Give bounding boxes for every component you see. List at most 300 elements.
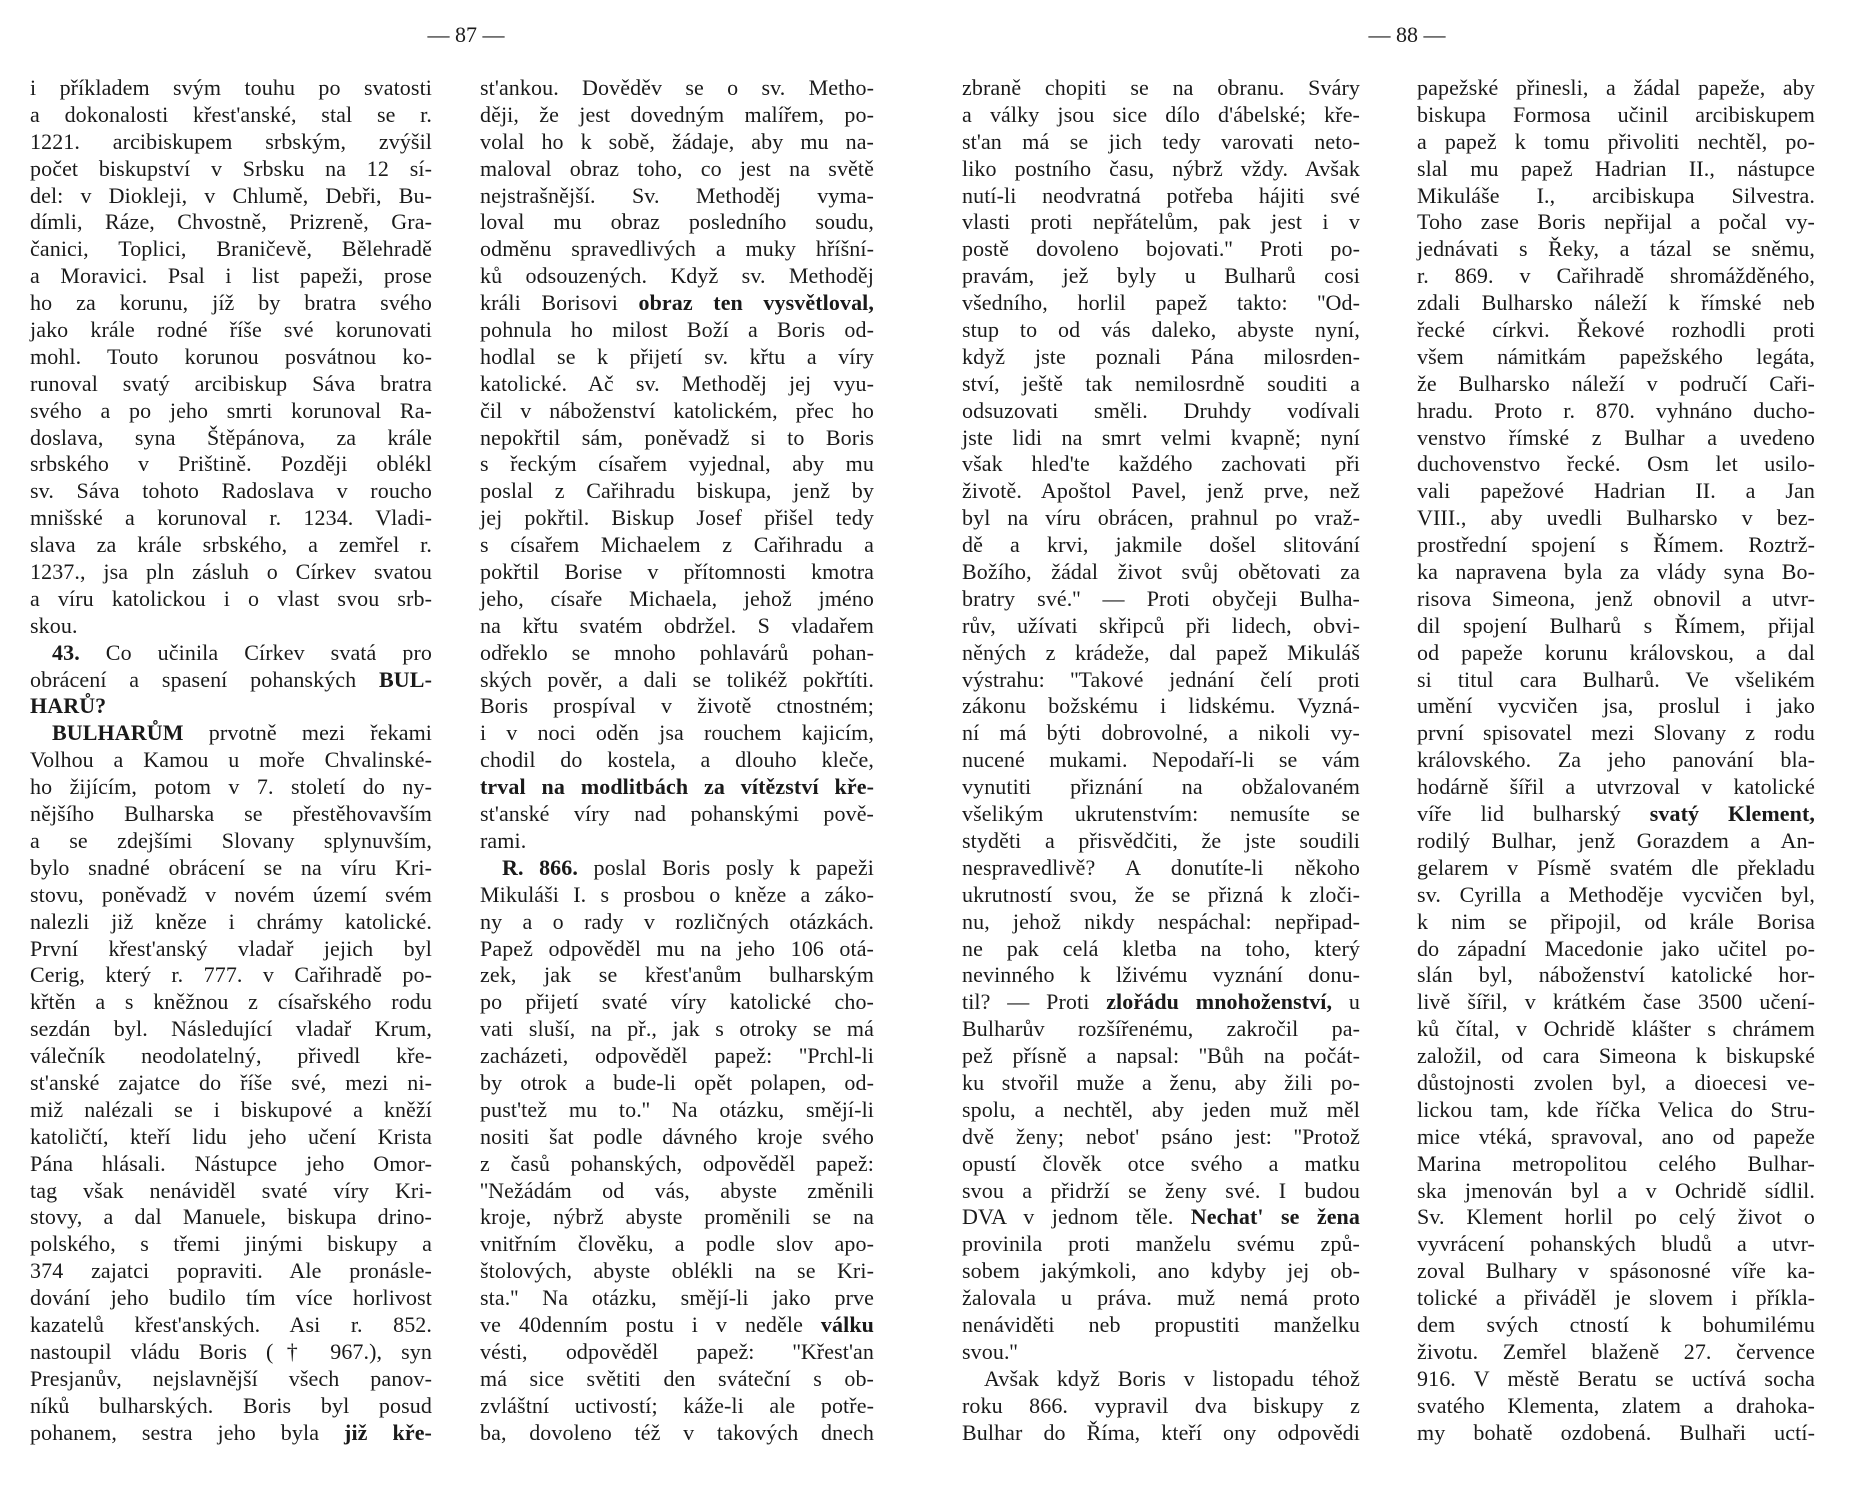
text-run: 1237., jsa pln zásluh o Církev svatou: [30, 559, 432, 585]
bold-text-run: R. 866.: [502, 854, 578, 880]
text-line: [962, 1420, 1360, 1447]
text-line: [480, 1043, 874, 1070]
text-run: po přijetí svaté víry katolické cho-: [480, 989, 874, 1015]
page-number-right: — 88 —: [1368, 22, 1446, 47]
text-run: VIII., aby uvedli Bulharsko v bez-: [1417, 505, 1815, 531]
text-line: [962, 962, 1360, 989]
text-line: [962, 640, 1360, 667]
text-line: [1417, 398, 1815, 425]
text-run: nastoupil vládu Boris († 967.), syn: [30, 1338, 432, 1364]
text-run: zvláštní uctivostí; káže-li ale potře-: [480, 1392, 874, 1418]
text-line: [962, 1043, 1360, 1070]
bold-text-run: svatý Klement,: [1649, 801, 1815, 827]
text-line: [480, 209, 874, 236]
text-line: [1417, 129, 1815, 156]
text-line: [962, 317, 1360, 344]
text-line: [962, 1016, 1360, 1043]
text-run: důstojnosti zvolen byl, a dioecesi ve-: [1417, 1069, 1815, 1095]
text-run: 374 zajatci popraviti. Ale pronásle-: [30, 1258, 432, 1284]
text-line: [30, 317, 432, 344]
text-line: [480, 989, 874, 1016]
text-run: i příkladem svým touhu po svatosti: [30, 75, 432, 100]
text-line: [30, 129, 432, 156]
text-line: [1417, 425, 1815, 452]
bold-text-run: Nechat' se žena: [1190, 1204, 1360, 1230]
text-run: s císařem Michaelem z Cařihradu a: [480, 532, 874, 558]
text-line: [962, 344, 1360, 371]
text-line: [962, 75, 1360, 102]
paragraph: [30, 720, 432, 1446]
text-line: [480, 693, 874, 720]
text-line: [30, 640, 432, 667]
text-line: [30, 290, 432, 317]
text-line: [962, 613, 1360, 640]
text-run: Co učinila Církev svatá pro: [79, 639, 432, 665]
text-line: [1417, 156, 1815, 183]
text-run: První křest'anský vladař jejich byl: [30, 935, 432, 961]
text-line: [1417, 667, 1815, 694]
text-run: prostřední spojení s Římem. Roztrž-: [1417, 532, 1815, 558]
text-run: pust'tež mu to.'' Na otázku, smějí-li: [480, 1096, 874, 1122]
text-run: poslal z Cařihradu biskupa, jenž by: [480, 478, 874, 504]
bold-text-run: zlořádu mnohoženství,: [1106, 989, 1333, 1015]
text-run: liko postního času, nýbrž vždy. Avšak: [962, 155, 1360, 181]
text-line: [962, 398, 1360, 425]
text-line: [30, 425, 432, 452]
text-line: [1417, 586, 1815, 613]
text-run: by otrok a bude-li opět polapen, od-: [480, 1069, 874, 1095]
text-line: [480, 855, 874, 882]
text-line: [480, 478, 874, 505]
text-run: rův, užívati skřipců při lidech, obvi-: [962, 612, 1360, 638]
text-run: st'anské zajatce do říše své, mezi ni-: [30, 1069, 432, 1095]
text-line: [962, 156, 1360, 183]
text-line: [962, 1151, 1360, 1178]
text-run: všelikým ukrutenstvím: nemusíte se: [962, 801, 1360, 827]
text-run: u: [1332, 989, 1360, 1015]
text-line: [30, 1178, 432, 1205]
text-run: ní má býti dobrovolné, a nikoli vy-: [962, 720, 1360, 746]
text-line: [480, 183, 874, 210]
text-run: si titul cara Bulharů. Ve všelikém: [1417, 666, 1815, 692]
text-line: [1417, 1178, 1815, 1205]
paragraph: [30, 640, 432, 721]
text-run: ho za korunu, jíž by bratra svého: [30, 290, 432, 316]
text-line: [30, 1231, 432, 1258]
text-line: [30, 936, 432, 963]
text-line: [962, 236, 1360, 263]
text-run: ba, dovoleno též v takových dnech: [480, 1419, 874, 1445]
text-run: Pána hlásali. Nástupce jeho Omor-: [30, 1150, 432, 1176]
text-run: sta.'' Na otázku, smějí-li jako prve: [480, 1285, 874, 1311]
text-run: něných z krádeže, dal papež Mikuláš: [962, 639, 1360, 665]
text-run: sezdán byl. Následující vladař Krum,: [30, 1016, 432, 1042]
text-line: [480, 102, 874, 129]
text-run: nucené mukami. Nepodaří-li se vám: [962, 747, 1360, 773]
text-line: [962, 1178, 1360, 1205]
text-line: [480, 451, 874, 478]
text-line: [480, 1420, 874, 1447]
text-line: [962, 667, 1360, 694]
text-run: gelarem v Písmě svatém dle překladu: [1417, 854, 1815, 880]
text-line: [480, 774, 874, 801]
text-line: [30, 1097, 432, 1124]
text-run: níků bulharských. Boris byl posud: [30, 1392, 432, 1418]
text-line: [962, 989, 1360, 1016]
text-run: vynutiti přiznání na obžalovaném: [962, 774, 1360, 800]
text-run: sv. Sáva tohoto Radoslava v roucho: [30, 478, 432, 504]
text-run: ''Nežádám od vás, abyste změnili: [480, 1177, 874, 1203]
text-line: [962, 505, 1360, 532]
text-run: zákonu božskému i lidskému. Vyzná-: [962, 693, 1360, 719]
text-line: [30, 532, 432, 559]
text-run: ku stvořil muže a ženu, aby žili po-: [962, 1069, 1360, 1095]
text-run: Toho zase Boris nepřijal a počal vy-: [1417, 209, 1815, 235]
text-line: [1417, 613, 1815, 640]
text-run: ka napravena byla za vlády syna Bo-: [1417, 559, 1815, 585]
text-line: [30, 882, 432, 909]
text-run: bylo snadné obrácení se na víru Kri-: [30, 854, 432, 880]
text-run: čil v náboženství katolickém, přec ho: [480, 397, 874, 423]
text-line: [1417, 936, 1815, 963]
text-line: [480, 156, 874, 183]
text-line: [30, 747, 432, 774]
text-line: [1417, 478, 1815, 505]
text-run: ději, že jest dovedným malířem, po-: [480, 101, 874, 127]
text-run: životu. Zemřel blaženě 27. července: [1417, 1338, 1815, 1364]
text-line: [1417, 1339, 1815, 1366]
text-run: a Moravici. Psal i list papeži, prose: [30, 263, 432, 289]
text-run: Sv. Klement horlil po celý život o: [1417, 1204, 1815, 1230]
text-line: [480, 720, 874, 747]
text-run: zdali Bulharsko náleží k římské neb: [1417, 290, 1815, 316]
text-line: [1417, 1312, 1815, 1339]
text-run: prvotně mezi řekami: [183, 720, 432, 746]
text-line: [480, 425, 874, 452]
text-line: [480, 1016, 874, 1043]
text-run: Marina metropolitou celého Bulhar-: [1417, 1150, 1815, 1176]
text-line: [30, 801, 432, 828]
text-line: [962, 290, 1360, 317]
text-line: [30, 1258, 432, 1285]
text-run: sv. Cyrilla a Methoděje vycvičen byl,: [1417, 881, 1815, 907]
text-line: [480, 263, 874, 290]
text-run: DVA v jednom těle.: [962, 1204, 1191, 1230]
text-line: [30, 451, 432, 478]
text-run: lickou tam, kde říčka Velica do Stru-: [1417, 1096, 1815, 1122]
text-run: sobem jakýmkoli, ano kdyby jej ob-: [962, 1258, 1360, 1284]
text-line: [30, 156, 432, 183]
text-run: životě. Apoštol Pavel, jenž prve, než: [962, 478, 1360, 504]
text-line: [1417, 183, 1815, 210]
text-line: [30, 828, 432, 855]
text-line: [30, 909, 432, 936]
text-line: [1417, 1393, 1815, 1420]
text-run: svou.'': [962, 1338, 1018, 1364]
text-run: že Bulharsko náleží v područí Caři-: [1417, 370, 1815, 396]
text-run: a se zdejšími Slovany splynuvším,: [30, 827, 432, 853]
text-line: [1417, 640, 1815, 667]
text-run: mnišské a korunoval r. 1234. Vladi-: [30, 505, 432, 531]
bold-text-run: válku: [820, 1311, 874, 1337]
text-run: nu, jehož nikdy nespáchal: nepřipad-: [962, 908, 1360, 934]
text-run: dem svých ctností k bohumilému: [1417, 1311, 1815, 1337]
text-line: [1417, 962, 1815, 989]
text-line: [30, 371, 432, 398]
text-line: [480, 640, 874, 667]
text-run: Mikuláše I., arcibiskupa Silvestra.: [1417, 182, 1815, 208]
text-run: královského. Za jeho panování bla-: [1417, 747, 1815, 773]
text-run: založil, od cara Simeona k biskupské: [1417, 1043, 1815, 1069]
text-line: [480, 747, 874, 774]
text-run: křtěn a s kněžnou z císařského rodu: [30, 989, 432, 1015]
bold-text-run: trval na modlitbách za vítězství kře-: [480, 774, 874, 800]
text-line: [1417, 1231, 1815, 1258]
text-line: [480, 936, 874, 963]
text-line: [962, 183, 1360, 210]
text-line: [1417, 720, 1815, 747]
text-run: všem námitkám papežského legáta,: [1417, 343, 1815, 369]
bold-text-run: BUL-: [379, 666, 432, 692]
text-line: [1417, 1016, 1815, 1043]
text-run: svého a po jeho smrti korunoval Ra-: [30, 397, 432, 423]
text-run: miž nalézali se i biskupové a kněží: [30, 1096, 432, 1122]
text-line: [1417, 559, 1815, 586]
text-line: [480, 1339, 874, 1366]
text-run: til? — Proti: [962, 989, 1107, 1015]
text-line: [962, 209, 1360, 236]
text-run: hodlal se k přijetí sv. křtu a víry: [480, 343, 874, 369]
text-run: skou.: [30, 612, 78, 638]
text-run: pež přísně a napsal: ''Bůh na počát-: [962, 1043, 1360, 1069]
text-line: [1417, 693, 1815, 720]
text-line: [480, 1070, 874, 1097]
text-line: [1417, 1070, 1815, 1097]
text-line: [1417, 774, 1815, 801]
text-run: runoval svatý arcibiskup Sáva bratra: [30, 370, 432, 396]
text-run: slal mu papež Hadrian II., nástupce: [1417, 155, 1815, 181]
text-line: [30, 1204, 432, 1231]
text-run: hodárně šířil a utvrzoval v katolické: [1417, 774, 1815, 800]
text-run: 1221. arcibiskupem srbským, zvýšil: [30, 128, 432, 154]
text-run: nenáviděti neb propustiti manželku: [962, 1311, 1360, 1337]
text-line: [480, 613, 874, 640]
text-run: pokřtil Borise v přítomnosti kmotra: [480, 559, 874, 585]
text-line: [1417, 451, 1815, 478]
text-run: zek, jak se křest'anům bulharským: [480, 962, 874, 988]
text-line: [480, 129, 874, 156]
text-line: [1417, 263, 1815, 290]
text-line: [962, 1339, 1360, 1366]
text-line: [962, 909, 1360, 936]
text-run: víře lid bulharský: [1417, 801, 1650, 827]
text-run: biskupa Formosa učinil arcibiskupem: [1417, 101, 1815, 127]
text-line: [962, 371, 1360, 398]
text-run: řecké církvi. Řekové rozhodli proti: [1417, 317, 1815, 343]
text-line: [480, 1393, 874, 1420]
text-run: poslal Boris posly k papeži: [577, 854, 875, 880]
text-run: nevinného k lživému vyznání donu-: [962, 962, 1360, 988]
text-line: [962, 828, 1360, 855]
text-line: [480, 801, 874, 828]
text-line: [962, 1231, 1360, 1258]
text-run: doslava, syna Štěpánova, za krále: [30, 424, 432, 450]
text-line: [1417, 828, 1815, 855]
paragraph: [1417, 75, 1815, 1446]
text-line: [30, 398, 432, 425]
text-run: papežské přinesli, a žádal papeže, aby: [1417, 75, 1815, 100]
text-run: vésti, odpověděl papež: ''Křest'an: [480, 1338, 874, 1364]
text-line: [962, 1124, 1360, 1151]
text-run: rodilý Bulhar, jenž Gorazdem a An-: [1417, 827, 1815, 853]
text-line: [962, 478, 1360, 505]
text-run: ství, ještě tak nemilosrdně souditi a: [962, 370, 1360, 396]
text-run: loval mu obraz posledního soudu,: [480, 209, 874, 235]
text-line: [30, 1070, 432, 1097]
text-run: z časů pohanských, odpověděl papež:: [480, 1150, 874, 1176]
text-run: stup to od vás daleko, abyste nyní,: [962, 317, 1360, 343]
text-run: štolových, abyste oblékli na se Kri-: [480, 1258, 874, 1284]
paragraph: [480, 75, 874, 855]
text-column-3: [962, 75, 1360, 1446]
text-run: kroje, nýbrž abyste proměnili se na: [480, 1204, 874, 1230]
text-line: [30, 720, 432, 747]
text-run: ukrutností svou, že se přizná k zloči-: [962, 881, 1360, 907]
text-run: Cerig, který r. 777. v Cařihradě po-: [30, 962, 432, 988]
text-run: králi Borisovi: [480, 290, 639, 316]
text-run: když jste poznali Pána milosrden-: [962, 343, 1360, 369]
text-line: [30, 183, 432, 210]
text-run: srbského v Prištině. Později oblékl: [30, 451, 432, 477]
text-line: [1417, 1151, 1815, 1178]
text-line: [1417, 989, 1815, 1016]
text-run: provinila proti manželu svému způ-: [962, 1231, 1360, 1257]
text-line: [30, 478, 432, 505]
text-run: ve 40denním postu i v neděle: [480, 1311, 821, 1337]
text-run: výstrahu: ''Takové jednání čelí proti: [962, 666, 1360, 692]
text-line: [1417, 1258, 1815, 1285]
text-line: [30, 667, 432, 694]
text-run: nepokřtil sám, poněvadž si to Boris: [480, 424, 874, 450]
text-run: obrácení a spasení pohanských: [30, 666, 380, 692]
text-run: dil spojení Bulharů s Římem, přijal: [1417, 612, 1815, 638]
text-line: [30, 559, 432, 586]
text-run: st'an má se jich tedy varovati neto-: [962, 128, 1360, 154]
text-line: [1417, 1285, 1815, 1312]
text-run: Mikuláši I. s prosbou o kněze a záko-: [480, 881, 874, 907]
text-run: pohanem, sestra jeho byla: [30, 1419, 345, 1445]
text-line: [30, 1016, 432, 1043]
text-line: [30, 1312, 432, 1339]
text-line: [962, 1204, 1360, 1231]
text-line: [480, 909, 874, 936]
text-line: [962, 263, 1360, 290]
text-run: r. 869. v Cařihradě shromážděného,: [1417, 263, 1815, 289]
paragraph: [962, 1366, 1360, 1447]
text-line: [1417, 882, 1815, 909]
text-run: spolu, a nechtěl, aby jeden muž měl: [962, 1096, 1360, 1122]
text-line: [962, 1097, 1360, 1124]
text-run: roku 866. vypravil dva biskupy z: [962, 1392, 1360, 1418]
text-line: [1417, 75, 1815, 102]
text-run: žalovala u práva. muž nemá proto: [962, 1285, 1360, 1311]
text-run: ska jmenován byl a v Ochridě sídlil.: [1417, 1177, 1815, 1203]
text-line: [962, 102, 1360, 129]
text-line: [962, 936, 1360, 963]
text-line: [30, 263, 432, 290]
text-run: s řeckým císařem vyjednal, aby mu: [480, 451, 874, 477]
text-run: my bohatě ozdobená. Bulhaři uctí-: [1417, 1419, 1815, 1445]
text-run: pravám, jež byly u Bulharů cosi: [962, 263, 1360, 289]
text-run: Presjanův, nejslavnější všech panov-: [30, 1365, 432, 1391]
text-run: dování jeho budilo tím více horlivost: [30, 1285, 432, 1311]
text-column-1: [30, 75, 432, 1446]
text-run: livě šířil, v krátkém čase 3500 učení-: [1417, 989, 1815, 1015]
text-run: odsuzovati směli. Druhdy vodívali: [962, 397, 1360, 423]
text-run: a války jsou sice dílo d'ábelské; kře-: [962, 101, 1360, 127]
text-line: [30, 1420, 432, 1447]
text-run: Bulharův rozšířenému, zakročil pa-: [962, 1016, 1360, 1042]
text-run: dímli, Ráze, Chvostně, Prizreně, Gra-: [30, 209, 432, 235]
text-run: jste lidi na smrt velmi kvapně; nyní: [962, 424, 1360, 450]
text-run: styděti a přisvědčiti, že jste soudili: [962, 827, 1360, 853]
text-line: [1417, 371, 1815, 398]
text-run: vyvrácení pohanských bludů a utvr-: [1417, 1231, 1815, 1257]
text-run: dě a krvi, jakmile došel slitování: [962, 532, 1360, 558]
bold-text-run: již kře-: [344, 1419, 432, 1445]
text-run: rami.: [480, 827, 527, 853]
text-run: chodil do kostela, a dlouho kleče,: [480, 747, 874, 773]
text-run: st'anské víry nad pohanskými pově-: [480, 801, 874, 827]
text-line: [1417, 1124, 1815, 1151]
text-run: Boris prospíval v životě ctnostném;: [480, 693, 874, 719]
text-line: [1417, 102, 1815, 129]
text-line: [1417, 747, 1815, 774]
text-line: [1417, 855, 1815, 882]
text-line: [480, 1312, 874, 1339]
text-line: [962, 1366, 1360, 1393]
text-line: [30, 962, 432, 989]
text-run: venstvo římské z Bulhar a uvedeno: [1417, 424, 1815, 450]
text-line: [30, 209, 432, 236]
text-line: [30, 1393, 432, 1420]
text-run: válečník neodolatelný, přivedl kře-: [30, 1043, 432, 1069]
text-line: [962, 586, 1360, 613]
paragraph: [962, 75, 1360, 1366]
text-line: [962, 425, 1360, 452]
text-line: [480, 1204, 874, 1231]
text-run: vlasti proti nepřátelům, pak jest i v: [962, 209, 1360, 235]
text-line: [30, 855, 432, 882]
text-run: Božího, žádal život svůj obětovati za: [962, 559, 1360, 585]
bold-text-run: HARŮ?: [30, 693, 107, 719]
text-line: [962, 532, 1360, 559]
text-line: [962, 855, 1360, 882]
text-run: postě dovoleno bojovati.'' Proti po-: [962, 236, 1360, 262]
text-run: ny a o rady v rozličných otázkách.: [480, 908, 874, 934]
text-run: zacházeti, odpověděl papež: ''Prchl-li: [480, 1043, 874, 1069]
text-line: [962, 1258, 1360, 1285]
text-run: odměnu spravedlivých a muky hříšní-: [480, 236, 874, 262]
text-run: počet biskupství v Srbsku na 12 sí-: [30, 155, 432, 181]
text-line: [480, 882, 874, 909]
text-run: od papeže korunu královskou, a dal: [1417, 639, 1815, 665]
text-run: ho žijícím, potom v 7. století do ny-: [30, 774, 432, 800]
text-run: jako krále rodné říše své korunovati: [30, 317, 432, 343]
text-line: [480, 1366, 874, 1393]
text-line: [30, 75, 432, 102]
text-run: zbraně chopiti se na obranu. Sváry: [962, 75, 1360, 100]
